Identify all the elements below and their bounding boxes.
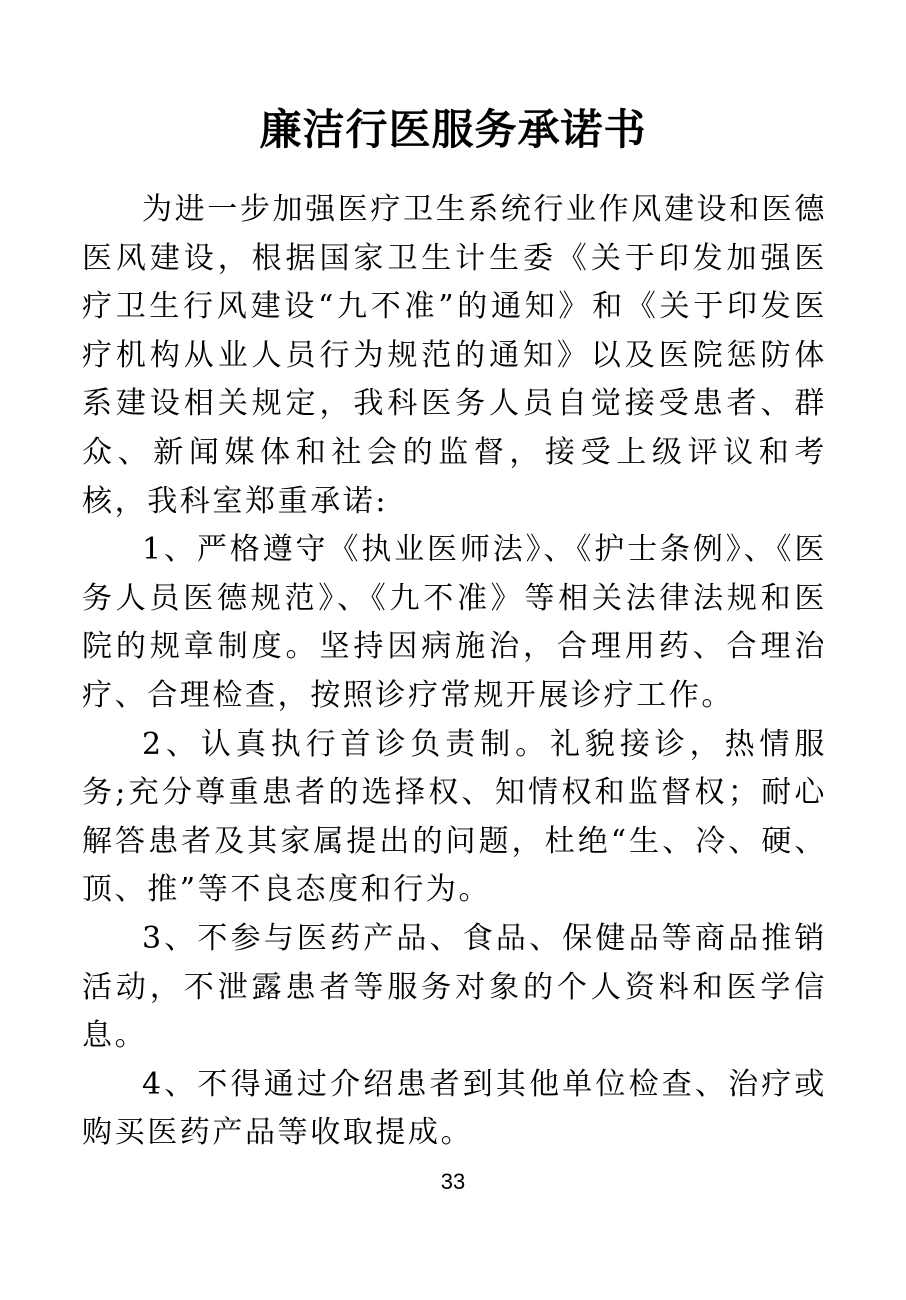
document-title: 廉洁行医服务承诺书: [259, 105, 647, 154]
commitment-item-1: 1、严格遵守《执业医师法》、《护士条例》、《医务人员医德规范》、《九不准》等相关法律法规和医院的规章制度。坚持因病施治，合理用药、合理治疗、合理检查，按照诊疗常规开展诊疗工作。: [82, 532, 827, 713]
commitment-item-4: 4、不得通过介绍患者到其他单位检查、治疗或购买医药产品等收取提成。: [82, 1066, 827, 1151]
intro-paragraph: 为进一步加强医疗卫生系统行业作风建设和医德医风建设，根据国家卫生计生委《关于印发加强医疗卫生行风建设“九不准”的通知》和《关于印发医疗机构从业人员行为规范的通知》以及医院惩防体系建设相关规定，我科医务人员自觉接受患者、群众、新闻媒体和社会的监督，接受上级评议和考核，我科室郑重承诺:: [82, 192, 827, 519]
page-number: 33: [440, 1169, 466, 1194]
commitment-item-2: 2、认真执行首诊负责制。礼貌接诊，热情服务;充分尊重患者的选择权、知情权和监督权；耐心解答患者及其家属提出的问题，杜绝“生、冷、硬、顶、推”等不良态度和行为。: [82, 726, 827, 908]
document-body: [82, 186, 827, 1158]
commitment-item-3: 3、不参与医药产品、食品、保健品等商品推销活动，不泄露患者等服务对象的个人资料和医学信息。: [82, 920, 827, 1054]
